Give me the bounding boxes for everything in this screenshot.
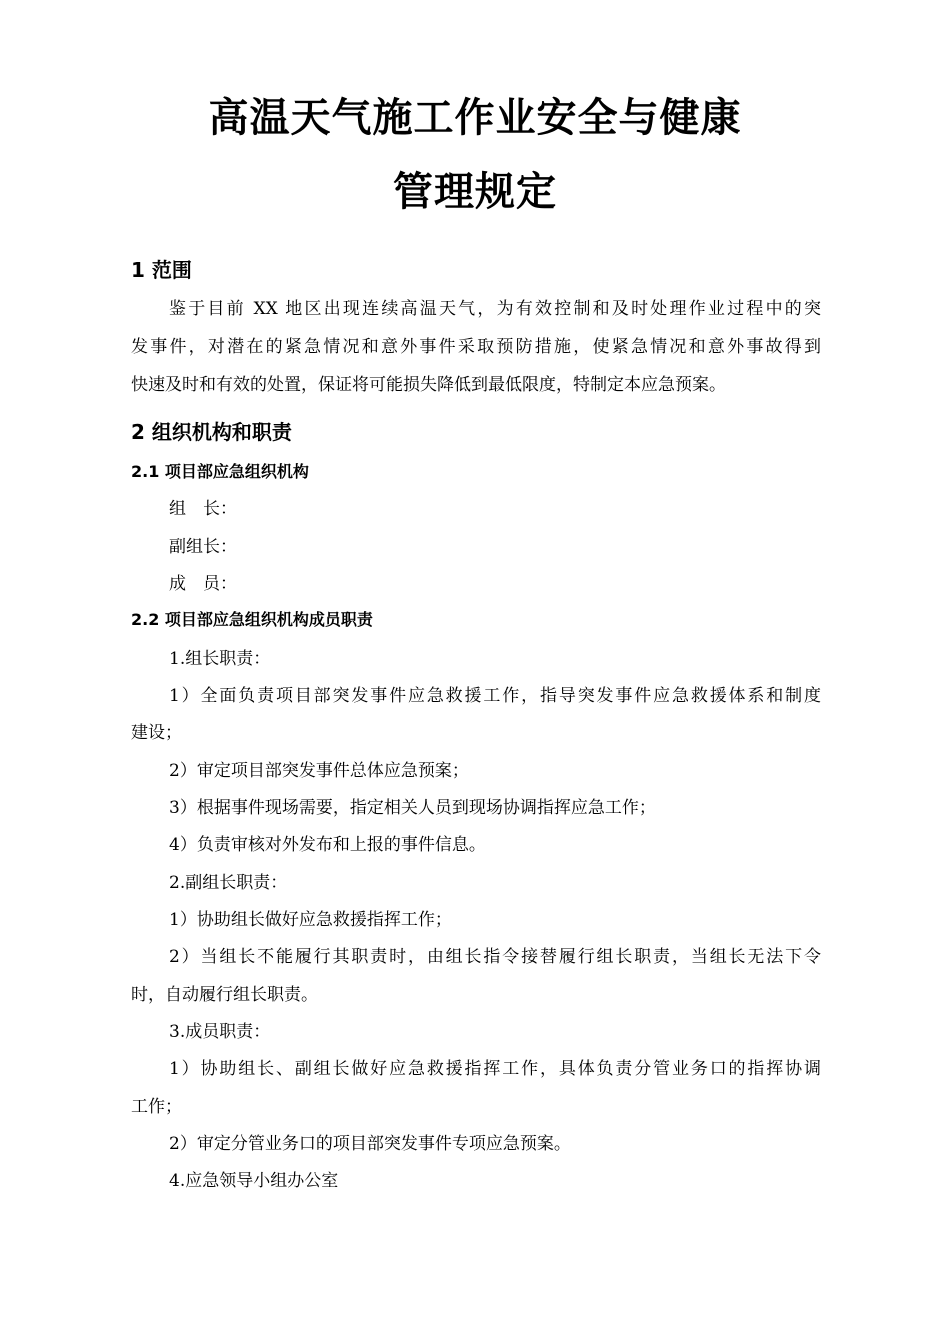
section-2-2-heading: 2.2 项目部应急组织机构成员职责 [131, 610, 373, 629]
section-1-paragraph-line-2: 发事件，对潜在的紧急情况和意外事件采取预防措施，使紧急情况和意外事故得到 [131, 337, 821, 357]
section-1-paragraph-line-1: 鉴于目前 XX 地区出现连续高温天气，为有效控制和及时处理作业过程中的突 [169, 299, 821, 319]
duty-line: 2.副组长职责： [169, 873, 288, 893]
duty-line: 3）根据事件现场需要，指定相关人员到现场协调指挥应急工作； [169, 798, 656, 818]
document-title-line-2: 管理规定 [393, 169, 557, 215]
duty-line: 2）当组长不能履行其职责时，由组长指令接替履行组长职责，当组长无法下令 [169, 947, 821, 967]
duty-line: 工作； [131, 1097, 182, 1117]
duty-line: 4.应急领导小组办公室 [169, 1171, 339, 1191]
duty-line: 1）协助组长做好应急救援指挥工作； [169, 910, 452, 930]
duty-line: 4）负责审核对外发布和上报的事件信息。 [169, 835, 486, 855]
duty-line: 1.组长职责： [169, 649, 271, 669]
section-2-1-heading: 2.1 项目部应急组织机构 [131, 462, 309, 481]
duty-line: 时，自动履行组长职责。 [131, 985, 318, 1005]
duty-line: 1）全面负责项目部突发事件应急救援工作，指导突发事件应急救援体系和制度 [169, 686, 821, 706]
section-1-heading: 1 范围 [131, 258, 192, 282]
duty-line: 1）协助组长、副组长做好应急救援指挥工作，具体负责分管业务口的指挥协调 [169, 1059, 821, 1079]
document-title-line-1: 高温天气施工作业安全与健康 [208, 95, 742, 141]
role-leader: 组 长： [169, 499, 237, 519]
duty-line: 建设； [131, 723, 182, 743]
role-members: 成 员： [169, 574, 237, 594]
duty-line: 2）审定项目部突发事件总体应急预案； [169, 761, 469, 781]
duty-line: 2）审定分管业务口的项目部突发事件专项应急预案。 [169, 1134, 571, 1154]
section-2-heading: 2 组织机构和职责 [131, 420, 292, 444]
section-1-paragraph-line-3: 快速及时和有效的处置，保证将可能损失降低到最低限度，特制定本应急预案。 [131, 375, 726, 395]
duty-line: 3.成员职责： [169, 1022, 271, 1042]
role-deputy-leader: 副组长： [169, 537, 237, 557]
